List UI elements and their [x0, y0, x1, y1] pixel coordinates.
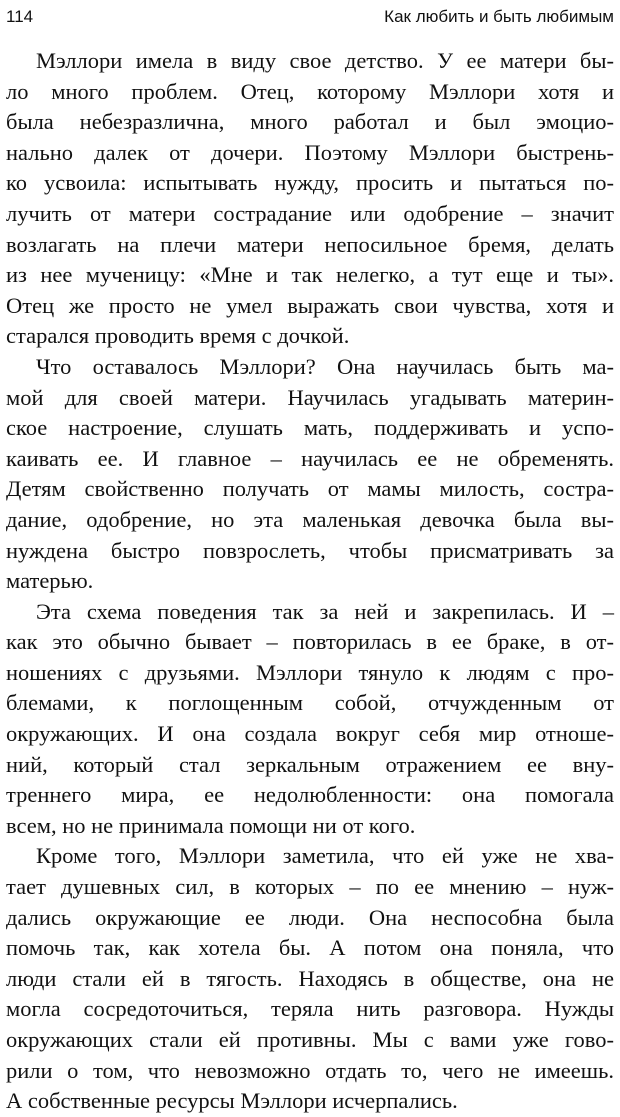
text-line: ко усвоила: испытывать нужду, просить и пытаться по- [6, 170, 614, 196]
text-line: нально далек от дочери. Поэтому Мэллори быстрень- [6, 139, 614, 165]
paragraph [6, 841, 614, 1116]
text-line: Эта схема поведения так за ней и закрепилась. И – [36, 598, 614, 624]
paragraph [6, 46, 614, 352]
page-header [6, 6, 614, 28]
text-line: как это обычно бывает – повторилась в ее браке, в от- [6, 629, 614, 655]
text-line: Кроме того, Мэллори заметила, что ей уже не хва- [36, 843, 614, 869]
text-line: Что оставалось Мэллори? Она научилась быть ма- [36, 353, 614, 379]
text-line: окружающих стали ей противны. Мы с вами уже гово- [6, 1027, 614, 1052]
text-line: А собственные ресурсы Мэллори исчерпались. [6, 1088, 458, 1114]
text-line: мой для своей матери. Научилась угадывать материн- [6, 384, 614, 410]
body-text [6, 46, 614, 1117]
running-title: Как любить и быть любимым [384, 7, 614, 26]
text-line: помочь так, как хотела бы. А потом она поняла, что [6, 935, 614, 961]
text-line: ношениях с друзьями. Мэллори тянуло к людям с про- [6, 659, 614, 685]
text-line: блемами, к поглощенным собой, отчужденным от [6, 690, 614, 716]
text-line: дались окружающие ее люди. Она неспособна была [6, 904, 614, 930]
text-line: нуждена быстро повзрослеть, чтобы присматривать за [6, 537, 614, 563]
text-line: из нее мученицу: «Мне и так нелегко, а тут еще и ты». [6, 262, 614, 288]
text-line: окружающих. И она создала вокруг себя мир отноше- [6, 721, 614, 747]
paragraph [6, 597, 614, 842]
text-line: Детям свойственно получать от мамы милость, состра- [6, 476, 614, 502]
page-number: 114 [6, 7, 34, 26]
text-line: ское настроение, слушать мать, поддерживать и успо- [6, 415, 614, 441]
text-line: дание, одобрение, но эта маленькая девочка была вы- [6, 506, 614, 532]
text-line: ний, который стал зеркальным отражением ее вну- [6, 751, 614, 777]
text-line: Мэллори имела в виду свое детство. У ее матери бы- [36, 48, 614, 73]
text-line: рили о том, что невозможно отдать то, чего не имеешь. [6, 1057, 614, 1083]
text-line: тает душевных сил, в которых – по ее мнению – нуж- [6, 874, 614, 900]
text-line: ло много проблем. Отец, которому Мэллори хотя и [6, 78, 614, 104]
text-line: могла сосредоточиться, теряла нить разговора. Нужды [6, 996, 614, 1022]
text-line: была небезразлична, много работал и был эмоцио- [6, 109, 614, 135]
text-line: каивать ее. И главное – научилась ее не обременять. [6, 445, 614, 471]
text-line: лучить от матери сострадание или одобрение – значит [6, 200, 614, 226]
text-line: всем, но не принимала помощи ни от кого. [6, 812, 416, 838]
text-line: треннего мира, ее недолюбленности: она помогала [6, 782, 614, 808]
text-line: старался проводить время с дочкой. [6, 323, 350, 349]
paragraph [6, 352, 614, 597]
text-line: Отец же просто не умел выражать свои чувства, хотя и [6, 292, 614, 318]
text-line: матерью. [6, 568, 94, 594]
text-line: люди стали ей в тягость. Находясь в обществе, она не [6, 965, 614, 991]
text-line: возлагать на плечи матери непосильное бремя, делать [6, 231, 614, 257]
